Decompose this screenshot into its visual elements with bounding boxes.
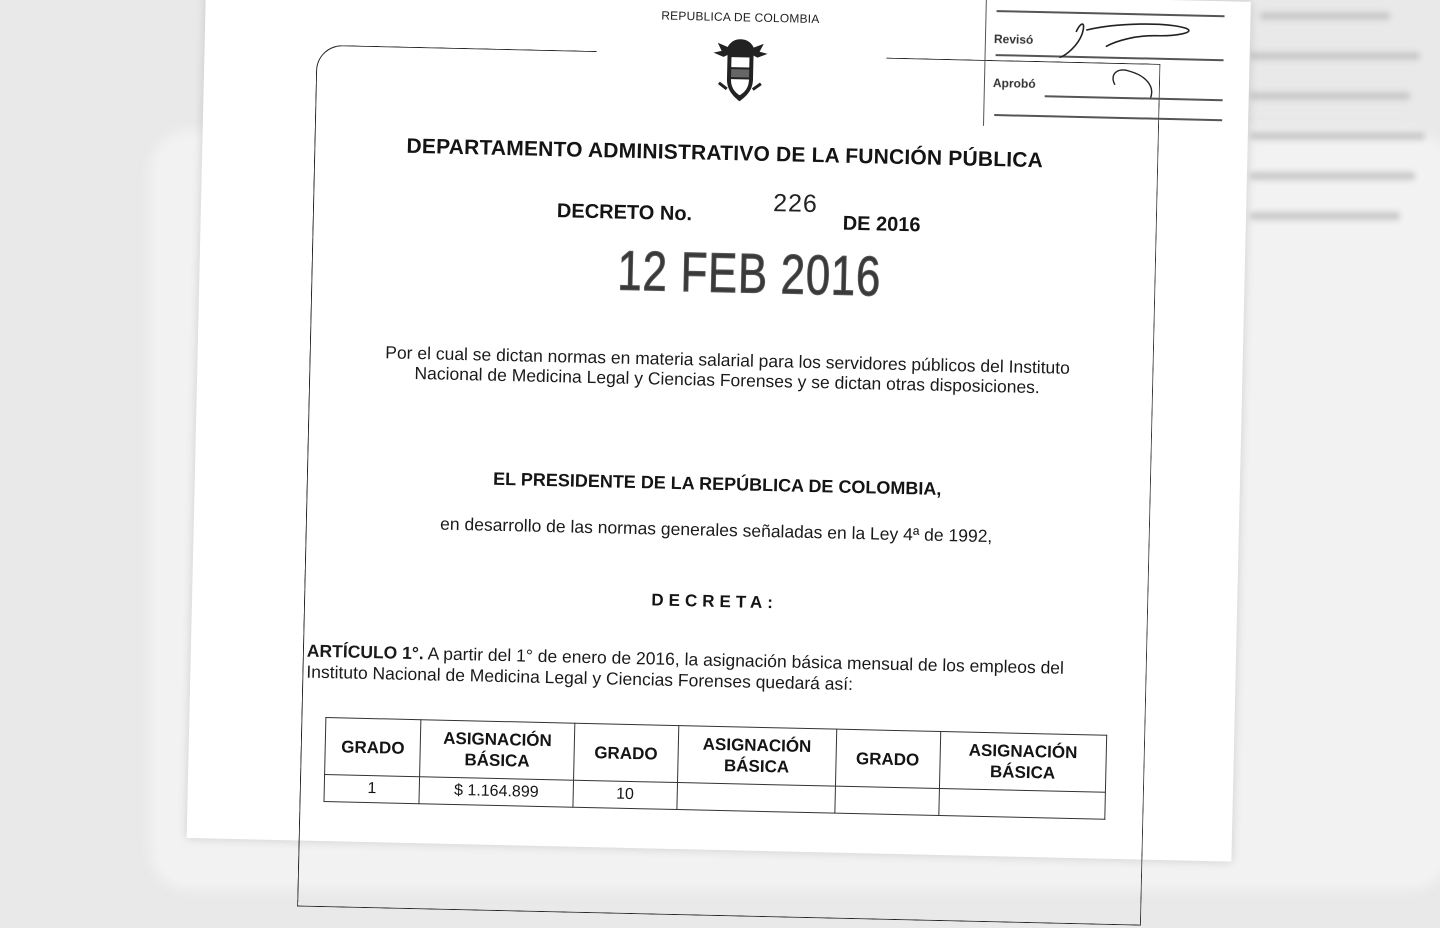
- table-cell: [938, 788, 1105, 819]
- table-cell: [677, 783, 835, 814]
- articulo-1-label: ARTÍCULO 1°.: [306, 640, 424, 664]
- republica-header: REPUBLICA DE COLOMBIA: [661, 8, 820, 27]
- header-grado: GRADO: [325, 718, 422, 777]
- table-cell: 10: [573, 780, 678, 809]
- presidente-heading: EL PRESIDENTE DE LA REPÚBLICA DE COLOMBIA,: [492, 468, 942, 499]
- articulo-1-text: A partir del 1° de enero de 2016, la asignación básica mensual de los empleos del Instituto Nacional de Medicina Legal y Ciencias Forenses quedará así:: [306, 643, 1065, 695]
- header-asignacion: ASIGNACIÓN BÁSICA: [939, 731, 1107, 792]
- header-asignacion: ASIGNACIÓN BÁSICA: [677, 726, 836, 787]
- decree-subject: Por el cual se dictan normas en materia salarial para los servidores públicos del Instituto Nacional de Medicina Legal y Ciencias Forenses y se dictan otras disposiciones.: [385, 342, 1071, 398]
- table-cell: [834, 786, 939, 815]
- header-asignacion: ASIGNACIÓN BÁSICA: [420, 720, 575, 780]
- table-cell: $ 1.164.899: [419, 777, 573, 807]
- table-cell: 1: [324, 775, 420, 804]
- coat-of-arms-icon: [708, 35, 772, 106]
- decreto-year: DE 2016: [842, 212, 921, 237]
- salary-table: [323, 717, 1107, 820]
- decreta-heading: DECRETA:: [651, 590, 779, 613]
- header-grado: GRADO: [835, 729, 940, 788]
- aprobo-label: Aprobó: [992, 76, 1036, 91]
- background-text-blur: [1240, 0, 1440, 810]
- legal-basis: en desarrollo de las normas generales señaladas en la Ley 4ª de 1992,: [439, 513, 993, 547]
- decree-document: [187, 0, 1251, 862]
- department-title: DEPARTAMENTO ADMINISTRATIVO DE LA FUNCIÓN PÚBLICA: [406, 134, 1044, 173]
- reviso-signature-icon: [1045, 11, 1206, 65]
- header-grado: GRADO: [573, 723, 678, 782]
- reviso-label: Revisó: [993, 32, 1034, 47]
- decreto-number: 226: [772, 189, 819, 219]
- aprobo-signature-icon: [1095, 60, 1176, 102]
- date-stamp: 12 FEB 2016: [616, 238, 882, 308]
- approval-stamp: [983, 0, 1237, 132]
- decreto-label: DECRETO No.: [556, 200, 693, 226]
